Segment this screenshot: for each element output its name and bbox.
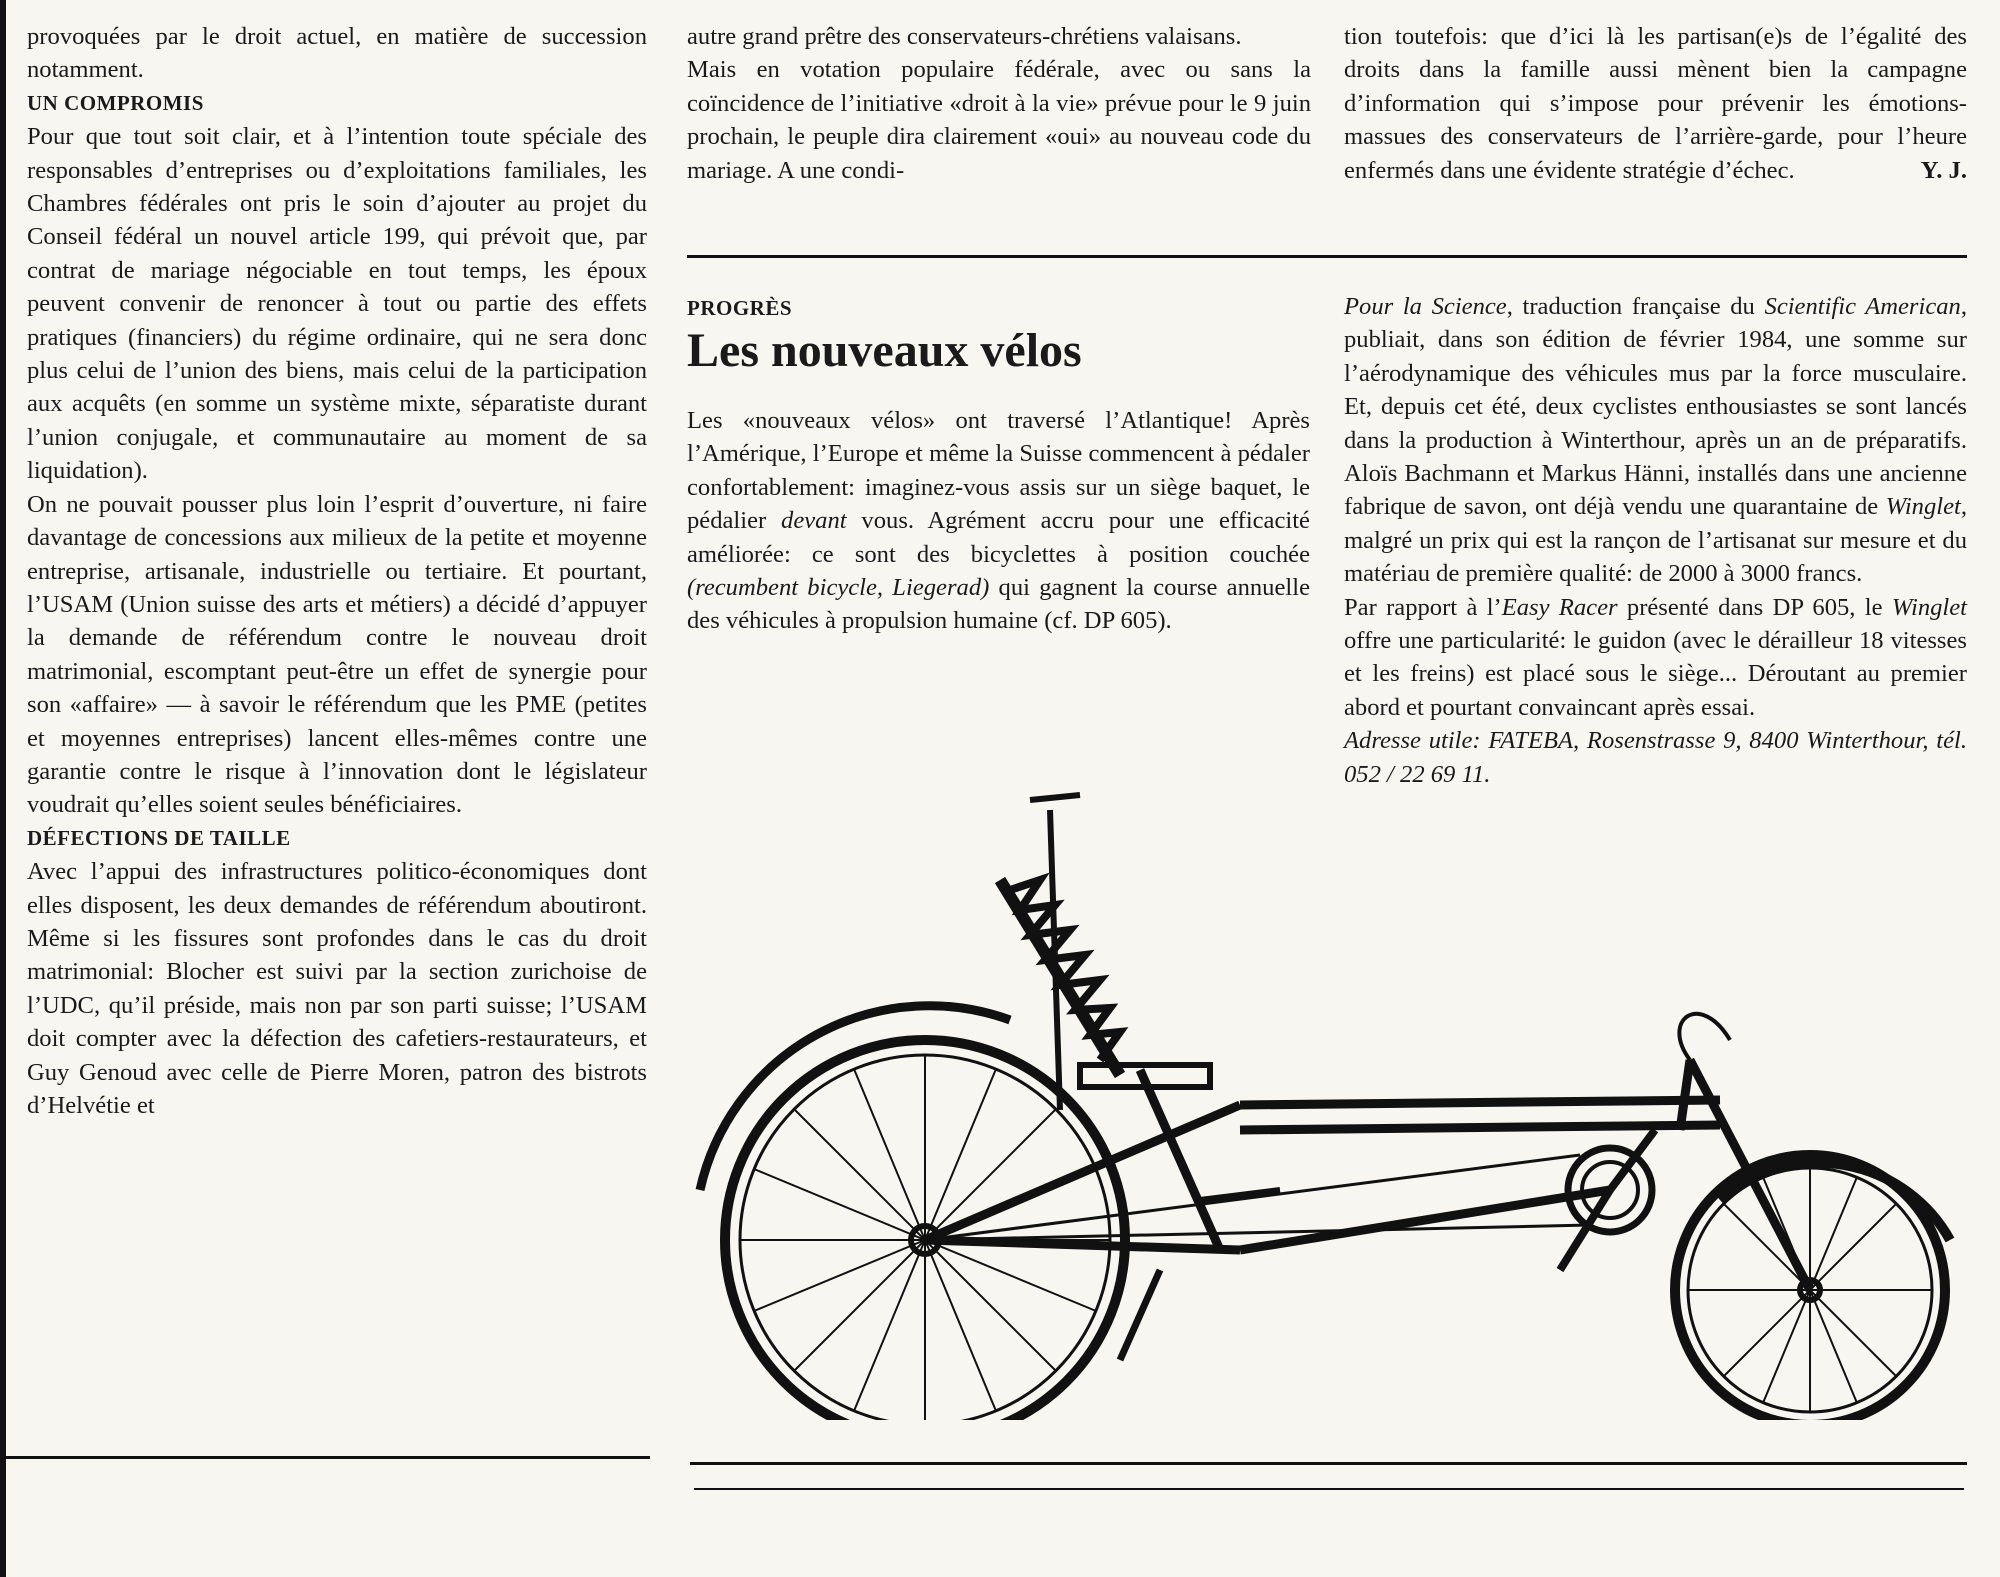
article-text-4a: Par rapport à l’ xyxy=(1344,593,1502,621)
emphasis-winglet-2: Winglet xyxy=(1891,593,1967,621)
column-right-top xyxy=(1344,20,1967,187)
article-title: Les nouveaux vélos xyxy=(687,324,1082,377)
article-paragraph-1 xyxy=(1344,290,1967,591)
paragraph-compromis-2: On ne pouvait pousser plus loin l’esprit d’ouverture, ni faire davantage de concessions aux milieux de la petite et moyenne entreprise, artisanale, industrielle ou tertiaire. Et pourtant, l’USAM (Union suisse des arts et métiers) a décidé d’appuyer la demande de référendum contre le nouveau droit matrimonial, escomptant peut-être un effet de synergie pour son «affaire» — à savoir le référendum que les PME (petites et moyennes entreprises) lancent elles-mêmes contre une garantie contre le risque à l’innovation dont le législateur voudrait qu’elles soient seules bénéficiaires. xyxy=(27,490,647,819)
intro-text-1: Les «nouveaux vélos» ont traversé l’Atlantique! Après l’Amérique, l’Europe et même la Suisse commencent à pédaler confortablement: imaginez-vous assis sur un siège baquet, le pédalier xyxy=(687,407,1310,535)
seat-icon xyxy=(1000,795,1210,1110)
section-heading-defections: DÉFECTIONS DE TAILLE xyxy=(27,825,291,850)
section-divider-bottom xyxy=(690,1462,1967,1465)
intro-text-3: qui gagnent la course annuelle des véhicules à propulsion humaine (cf. DP 605). xyxy=(687,574,1310,635)
intro-emphasis-devant: devant xyxy=(781,507,847,535)
paragraph-continued: provoquées par le droit actuel, en matière de succession notamment. xyxy=(27,23,647,84)
article-text-1: , traduction française du xyxy=(1506,293,1755,320)
paragraph-condition-text: tion toutefois: que d’ici là les partisan(e)s de l’égalité des droits dans la famille aussi mènent bien la campagne d’information qui s’impose pour prévenir les émotions-massues des conservateurs de l’arrière-garde, pour l’heure enfermés dans une évidente stratégie d’échec. xyxy=(1344,23,1967,184)
paragraph-votation: Mais en votation populaire fédérale, avec ou sans la coïncidence de l’initiative «droit à la vie» prévue pour le 9 juin prochain, le peuple dira clairement «oui» au nouveau code du mariage. A une condi- xyxy=(687,56,1311,184)
recumbent-bicycle-illustration xyxy=(680,770,1970,1420)
article-text-2: , publiait, dans son édition de février 1984, une somme sur l’aérodynamique des véhicules mus par la force musculaire. Et, depuis cet été, deux cyclistes enthousiastes se sont lancés dans la production à Winterthour, après un an de préparatifs. Aloïs Bachmann et Markus Hänni, installés dans une ancienne fabrique de savon, ont déjà vendu une quarantaine de xyxy=(1344,293,1967,521)
article-text-4c: offre une particularité: le guidon (avec le dérailleur 18 vitesses et les freins) est placé sous le siège... Déroutant au premier abord et pourtant convaincant après essai. xyxy=(1344,627,1967,721)
section-divider-bottom-second xyxy=(694,1488,1964,1490)
article-column-left xyxy=(687,294,1310,638)
paragraph-compromis-1: Pour que tout soit clair, et à l’intention toute spéciale des responsables d’entreprises ou d’exploitations familiales, les Chambres fédérales ont pris le soin d’ajouter au projet du Conseil fédéral un nouvel article 199, qui prévoit que, par contrat de mariage négociable en tout temps, les époux peuvent convenir de renoncer à tout ou partie des effets pratiques (financiers) du régime ordinaire, qui ne sera donc plus celui de l’union des biens, mais celui de la participation aux acquêts (en somme un système mixte, séparatiste durant l’union conjugale, et communautaire au moment de sa liquidation). xyxy=(27,123,647,485)
section-heading-compromis: UN COMPROMIS xyxy=(27,90,204,115)
article-intro xyxy=(687,404,1310,638)
intro-emphasis-recumbent: (recumbent bicycle, Liegerad) xyxy=(687,574,990,602)
article-column-right xyxy=(1344,290,1967,791)
column-left xyxy=(27,20,647,1122)
column-divider-bottom-left xyxy=(0,1456,650,1459)
intro-text-2: vous. Agrément accru pour une efficacité améliorée: ce sont des bicyclettes à position couchée xyxy=(687,507,1310,568)
article-paragraph-2 xyxy=(1344,591,1967,725)
page-edge-shadow xyxy=(0,0,6,1577)
article-kicker: PROGRÈS xyxy=(687,296,793,320)
emphasis-winglet-1: Winglet xyxy=(1885,493,1961,521)
paragraph-valaisans: autre grand prêtre des conservateurs-chrétiens valaisans. xyxy=(687,23,1242,50)
emphasis-pour-la-science: Pour la Science xyxy=(1344,293,1507,320)
article-text-3: , malgré un prix qui est la rançon de l’artisanat sur mesure et du matériau de première qualité: de 2000 à 3000 francs. xyxy=(1344,493,1967,588)
emphasis-easy-racer: Easy Racer xyxy=(1501,593,1618,621)
emphasis-scientific-american: Scientific American xyxy=(1764,293,1961,320)
section-divider-top xyxy=(687,255,1967,258)
article-text-4b: présenté dans DP 605, le xyxy=(1617,593,1883,621)
paragraph-defections: Avec l’appui des infrastructures politico-économiques dont elles disposent, les deux demandes de référendum aboutiront. Même si les fissures sont profondes dans le cas du droit matrimonial: Blocher est suivi par la section zurichoise de l’UDC, qu’il préside, mais non par son parti suisse; l’USAM doit compter avec la défection des cafetiers-restaurateurs, et Guy Genoud avec celle de Pierre Moren, patron des bistrots d’Helvétie et xyxy=(27,858,647,1119)
paragraph-condition xyxy=(1344,20,1967,187)
address-text: Adresse utile: FATEBA, Rosenstrasse 9, 8400 Winterthour, tél. 052 / 22 69 11. xyxy=(1344,727,1967,788)
author-signature: Y. J. xyxy=(1920,156,1967,184)
column-middle-top xyxy=(687,20,1311,187)
